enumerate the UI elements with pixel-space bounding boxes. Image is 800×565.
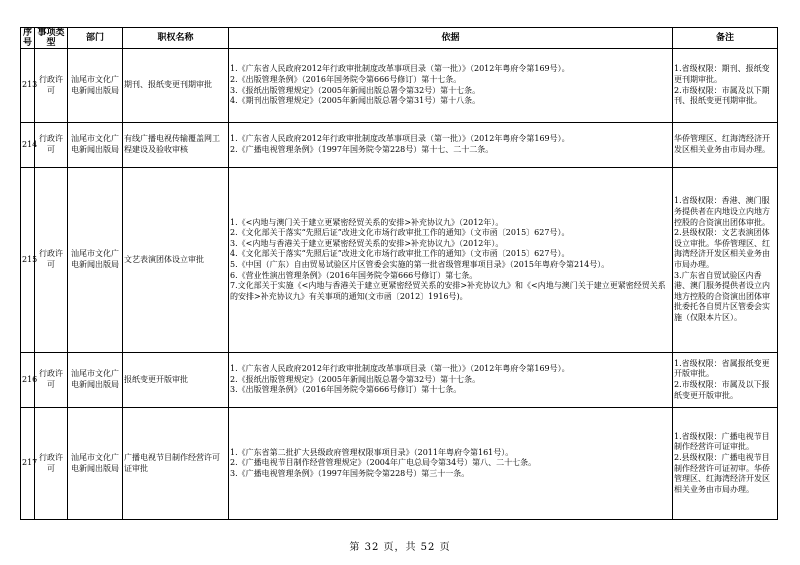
row-type: 行政许可 [35,408,68,520]
basis-line: 2.《出版管理条例》（2016年国务院令第666号修订）第十七条。 [230,74,462,84]
basis-line: 4.《期刊出版管理规定》（2005年新闻出版总署令第31号）第十八条。 [230,96,481,106]
row-type: 行政许可 [35,49,68,123]
row-name: 广播电视节目制作经营许可证审批 [123,408,229,520]
row-remark: 1.省级权限：省属报纸变更开版审批。 2.市级权限：市属及以下报纸变更开版审批。 [673,353,778,408]
basis-line: 4.《文化部关于落实“先照后证”改进文化市场行政审批工作的通知》（文市函〔2015〕627号）。 [230,249,570,259]
table-row [21,353,778,408]
row-remark: 1.省级权限：期刊、报纸变更刊期审批。 2.市级权限：市属及以下期刊、报纸变更刊期审批。 [673,49,778,123]
row-remark: 华侨管理区、红海湾经济开发区相关业务由市局办理。 [673,123,778,168]
table-header-row [21,28,778,49]
basis-line: 2.《广播电视节目制作经营管理规定》（2004年广电总局令第34号）第八、二十七条。 [230,458,537,468]
basis-line: 2.《报纸出版管理规定》（2005年新闻出版总署令第32号）第十七条。 [230,374,481,384]
table-row [21,123,778,168]
row-type: 行政许可 [35,123,68,168]
row-seq: 215 [21,168,35,353]
row-dept: 汕尾市文化广电新闻出版局 [68,123,123,168]
row-dept: 汕尾市文化广电新闻出版局 [68,49,123,123]
basis-line: 2.《广播电视管理条例》（1997年国务院令第228号）第十七、二十二条。 [230,145,494,154]
page-number: 第 32 页，共 52 页 [349,542,451,553]
basis-line: 1.《广东省人民政府2012年行政审批制度改革事项目录（第一批）》（2012年粤府令第169号）。 [230,134,570,144]
row-dept: 汕尾市文化广电新闻出版局 [68,353,123,408]
basis-line: 1.《<内地与澳门关于建立更紧密经贸关系的安排>补充协议九》（2012年）。 [230,217,504,227]
basis-line: 3.《出版管理条例》（2016年国务院令第666号修订）第十七条。 [230,385,462,395]
row-basis [229,123,673,168]
header-remark: 备注 [673,28,778,49]
row-seq: 213 [21,49,35,123]
row-name: 有线广播电视传输覆盖网工程建设及验收审核 [123,123,229,168]
row-remark: 1.省级权限：广播电视节目制作经营许可证审批。 2.县级权限：广播电视节目制作经营许可证初审。华侨管理区、红海湾经济开发区相关业务由市局办理。 [673,408,778,520]
row-basis [229,49,673,123]
authority-table [20,27,778,520]
basis-line: 1.《广东省第二批扩大县级政府管理权限事项目录》（2011年粤府令第161号）。 [230,447,514,457]
basis-line: 6.《营业性演出管理条例》（2016年国务院令第666号修订）第七条。 [230,270,478,280]
row-basis [229,408,673,520]
basis-line: 5.《中国（广东）自由贸易试验区片区管委会实施的第一批省级管理事项目录》（2015年粤府令第214号）。 [230,260,610,269]
row-name: 报纸变更开版审批 [123,353,229,408]
table-row [21,49,778,123]
row-basis [229,168,673,353]
basis-line: 3.《广播电视管理条例》（1997年国务院令第228号）第三十一条。 [230,468,470,478]
row-name: 期刊、报纸变更刊期审批 [123,49,229,123]
row-seq: 214 [21,123,35,168]
header-type: 事项类型 [35,28,68,49]
basis-line: 1.《广东省人民政府2012年行政审批制度改革事项目录（第一批）》（2012年粤府令第169号）。 [230,364,570,374]
header-dept: 部门 [68,28,123,49]
row-type: 行政许可 [35,168,68,353]
basis-line: 2.《文化部关于落实“先照后证”改进文化市场行政审批工作的通知》（文市函〔2015〕627号）。 [230,228,570,238]
table-row [21,168,778,353]
table-row [21,408,778,520]
row-type: 行政许可 [35,353,68,408]
basis-line: 3.《<内地与香港关于建立更紧密经贸关系的安排>补充协议九》（2012年）。 [230,238,504,248]
row-seq: 217 [21,408,35,520]
row-dept: 汕尾市文化广电新闻出版局 [68,408,123,520]
header-name: 职权名称 [123,28,229,49]
row-name: 文艺表演团体设立审批 [123,168,229,353]
row-seq: 216 [21,353,35,408]
row-remark: 1.省级权限：香港、澳门服务提供者在内地设立内地方控股的合资演出团体审批。 2.县级权限：文艺表演团体设立审批。华侨管理区、红海湾经济开发区相关业务由市局办理。 3.广东省自贸试验区内香港、澳门服务提供者设立内地方控股的合资演出团体审批委托各自贸片区管委会实施（仅限本片区）。 [673,168,778,353]
basis-line: 3.《报纸出版管理规定》（2005年新闻出版总署令第32号）第十七条。 [230,85,481,95]
row-basis [229,353,673,408]
row-dept: 汕尾市文化广电新闻出版局 [68,168,123,353]
header-seq: 序号 [21,28,35,49]
basis-line: 1.《广东省人民政府2012年行政审批制度改革事项目录（第一批）》（2012年粤府令第169号）。 [230,64,570,74]
header-basis: 依据 [229,28,673,49]
basis-line: 7.文化部关于实施《<内地与香港关于建立更紧密经贸关系的安排>补充协议九》和《<内地与澳门关于建立更紧密经贸关系的安排>补充协议九》有关事项的通知(文市函〔2012〕1916号)。 [230,281,666,301]
